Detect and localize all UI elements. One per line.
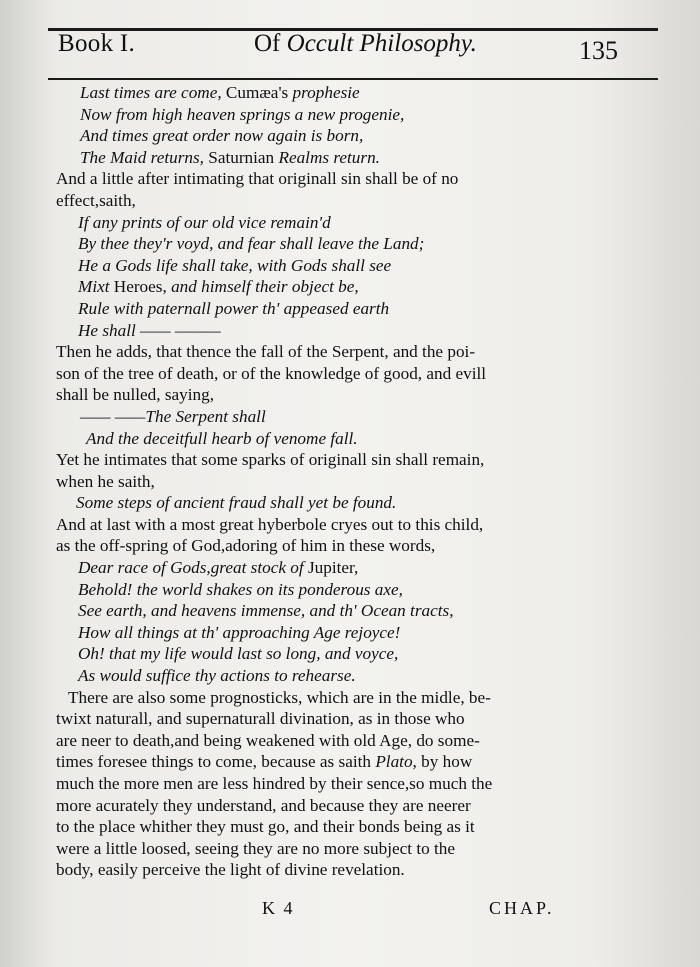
roman-segment: to the place whither they must go, and their bonds being as it [56,817,475,837]
book-number: Book I. [58,30,136,57]
signature-mark: K 4 [262,898,295,918]
text-line [56,665,576,687]
roman-segment: body, easily perceive the light of divine revelation. [56,860,405,880]
roman-segment: more acurately they understand, and because they are neerer [56,795,471,815]
running-title-italic: Occult Philosophy. [286,30,477,57]
text-line [56,687,576,709]
italic-segment: Now from high heaven springs a new progenie, [80,104,405,124]
text-line [56,341,576,363]
text-line [56,276,576,298]
italic-segment: and himself their object be, [171,277,359,297]
text-line [56,579,576,601]
text-line [56,643,576,665]
italic-segment: He shall —— ——— [78,320,221,340]
text-line [56,147,576,169]
text-line [56,406,576,428]
roman-segment: And a little after intimating that originall sin shall be of no [56,169,459,189]
text-line [56,449,576,471]
text-line [56,104,576,126]
text-line [56,212,576,234]
roman-segment: as the off-spring of God,adoring of him in these words, [56,536,436,556]
roman-segment: Saturnian [208,147,279,167]
roman-segment: were a little loosed, seeing they are no more subject to the [56,838,455,858]
page-number: 135 [579,36,618,65]
text-line [56,816,576,838]
italic-segment: If any prints of our old vice remain'd [78,212,331,232]
text-line [56,82,576,104]
roman-segment: There are also some prognosticks, which are in the midle, be- [68,687,491,707]
roman-segment: And at last with a most great hyberbole cryes out to this child, [56,514,484,534]
roman-segment: Heroes, [113,277,172,297]
roman-segment: by how [416,752,473,772]
text-line [56,298,576,320]
text-line [56,168,576,190]
text-line [56,708,576,730]
text-line [56,622,576,644]
roman-segment: Then he adds, that thence the fall of the Serpent, and the poi- [56,342,476,362]
italic-segment: Realms return. [278,147,380,167]
running-title [254,30,477,58]
roman-segment: Jupiter, [307,558,359,578]
roman-segment: times foresee things to come, because as saith [56,752,376,772]
text-line [56,125,576,147]
running-title-prefix: Of [254,30,287,57]
text-line [56,535,576,557]
italic-segment: Last times are come, [80,83,226,102]
text-line [56,190,576,212]
text-line [56,363,576,385]
italic-segment: As would suffice thy actions to rehearse. [78,666,356,686]
body-text [56,82,576,881]
roman-segment: when he saith, [56,471,155,491]
text-line [56,492,576,514]
italic-segment: He a Gods life shall take, with Gods shall see [78,255,392,275]
text-line [56,730,576,752]
roman-segment: Cumæa's [225,83,293,102]
text-line [56,751,576,773]
header-rule-bottom [48,78,658,80]
roman-segment: are neer to death,and being weakened with old Age, do some- [56,730,480,750]
italic-segment: How all things at th' approaching Age rejoyce! [78,622,401,642]
text-line [56,773,576,795]
text-line [56,255,576,277]
italic-segment: Rule with paternall power th' appeased earth [78,298,390,318]
italic-segment: And times great order now again is born, [80,126,364,146]
italic-segment: Plato, [375,752,417,772]
italic-segment: See earth, and heavens immense, and th' Ocean tracts, [78,601,454,621]
roman-segment: twixt naturall, and supernaturall divination, as in those who [56,709,465,729]
roman-segment: much the more men are less hindred by their sence,so much the [56,774,493,793]
roman-segment: effect,saith, [56,190,136,210]
italic-segment: Mixt [78,277,114,297]
italic-segment: Some steps of ancient fraud shall yet be found. [76,493,397,513]
text-line [56,428,576,450]
catchword: CHAP. [489,898,555,918]
text-line [56,320,576,342]
text-line [56,514,576,536]
text-line [56,600,576,622]
text-line [56,471,576,493]
text-line [56,557,576,579]
text-line [56,859,576,881]
text-line [56,233,576,255]
roman-segment: Yet he intimates that some sparks of originall sin shall remain, [56,450,485,470]
roman-segment: son of the tree of death, or of the knowledge of good, and evill [56,363,487,383]
italic-segment: The Maid returns, [80,147,209,167]
text-line [56,838,576,860]
text-line [56,795,576,817]
italic-segment: Behold! the world shakes on its ponderous axe, [78,579,403,599]
italic-segment: —— ——The Serpent shall [80,406,266,426]
running-header [58,30,638,70]
italic-segment: And the deceitfull hearb of venome fall. [86,428,358,448]
italic-segment: prophesie [292,83,360,102]
italic-segment: Oh! that my life would last so long, and voyce, [78,644,399,664]
italic-segment: Dear race of Gods,great stock of [78,558,308,578]
italic-segment: By thee they'r voyd, and fear shall leave the Land; [78,234,425,254]
text-line [56,384,576,406]
roman-segment: shall be nulled, saying, [56,385,215,405]
